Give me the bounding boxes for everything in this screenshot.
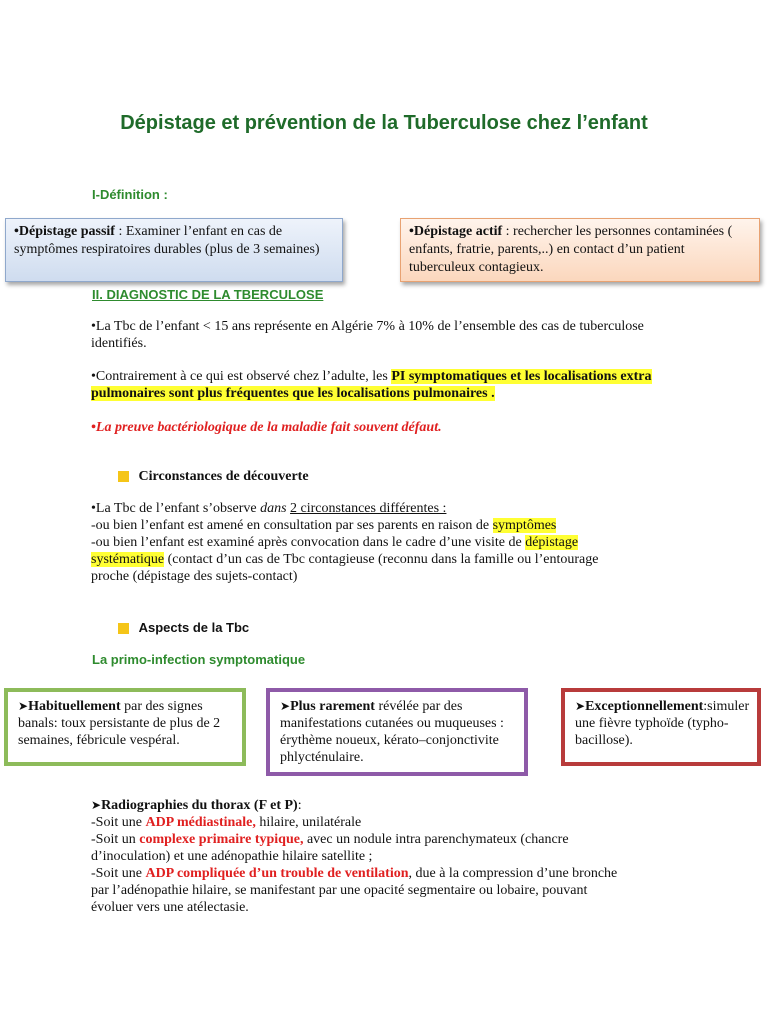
radio-line-2b: avec un nodule intra parenchymateux (chancre: [303, 832, 569, 847]
circonstances-heading: Circonstances de découverte: [138, 469, 309, 484]
aspect-box-3-text: :simuler une fièvre typhoïde (typho-bacillose).: [575, 699, 750, 748]
aspect-box-1-text: par des signes banals: toux persistante de plus de 2 semaines, fébricule vespéral.: [18, 699, 221, 748]
aspect-box-habituellement: [4, 688, 246, 766]
arrow-bullet-icon: ➤: [18, 699, 29, 713]
circ-line-1a: •La Tbc de l’enfant s’observe: [91, 501, 261, 516]
square-bullet-icon: [118, 471, 129, 482]
active-screening-text: : rechercher les personnes contaminées ( enfants, fratrie, parents,..) en contact d’un patient tuberculeux contagieux.: [409, 224, 733, 275]
diagnostic-paragraph-1: •La Tbc de l’enfant < 15 ans représente en Algérie 7% à 10% de l’ensemble des cas de tuberculose identifiés.: [91, 319, 644, 351]
radiographies-section: [91, 797, 711, 916]
radio-line-3: d’inoculation) et une adénopathie hilaire satellite ;: [91, 849, 373, 864]
aspects-heading: Aspects de la Tbc: [138, 620, 250, 635]
radio-line-6: évoluer vers une atélectasie.: [91, 900, 249, 915]
diagnostic-p2-text: •Contrairement à ce qui est observé chez l’adulte, les: [91, 369, 392, 384]
section-definition-heading: I-Définition :: [92, 187, 168, 202]
circ-line-1b: dans: [260, 501, 287, 516]
circ-line-2-highlight: symptômes: [492, 518, 557, 533]
passive-screening-label: •Dépistage passif: [14, 224, 115, 239]
passive-screening-text: : Examiner l’enfant en cas de symptômes respiratoires durables (plus de 3 semaines): [14, 224, 320, 257]
diagnostic-paragraph-2: [91, 368, 691, 402]
circ-line-4-highlight: systématique: [91, 552, 165, 567]
aspect-box-3-label: Exceptionnellement: [585, 699, 704, 714]
circ-line-4: (contact d’un cas de Tbc contagieuse (reconnu dans la famille ou l’entourage: [164, 552, 599, 567]
radio-line-1-red: ADP médiastinale,: [145, 815, 256, 830]
diagnostic-p2-highlight: PI symptomatiques et les localisations extra pulmonaires sont plus fréquentes que les localisations pulmonaires .: [91, 369, 652, 401]
passive-screening-box: [5, 218, 343, 282]
circ-line-3-highlight: dépistage: [525, 535, 579, 550]
aspect-box-plus-rarement: [266, 688, 528, 776]
radio-line-2a: -Soit un: [91, 832, 140, 847]
aspects-heading-row: [118, 620, 249, 635]
primo-infection-heading: La primo-infection symptomatique: [92, 652, 306, 667]
circonstances-heading-row: [118, 469, 309, 485]
radio-line-2-red: complexe primaire typique,: [139, 832, 304, 847]
radio-line-1a: -Soit une: [91, 815, 146, 830]
radiographies-colon: :: [297, 798, 302, 813]
radio-line-4-red: ADP compliquée d’un trouble de ventilation: [145, 866, 409, 881]
radio-line-4b: , due à la compression d’une bronche: [408, 866, 618, 881]
arrow-bullet-icon: ➤: [91, 798, 102, 812]
active-screening-label: •Dépistage actif: [409, 224, 503, 239]
page-title: Dépistage et prévention de la Tuberculose chez l’enfant: [120, 112, 648, 134]
aspect-box-2-text: révélée par des manifestations cutanées ou muqueuses : érythème noueux, kérato–conjonctivite phlycténulaire.: [280, 699, 504, 765]
radio-line-5: par l’adénopathie hilaire, se manifestant par une opacité segmentaire ou lobaire, pouvant: [91, 883, 588, 898]
section-diagnostic-heading: II. DIAGNOSTIC DE LA TBERCULOSE: [92, 287, 324, 302]
active-screening-box: [400, 218, 760, 282]
aspect-box-1-label: Habituellement: [28, 699, 121, 714]
circ-line-1d: 2 circonstances différentes :: [290, 501, 447, 516]
diagnostic-paragraph-3: •La preuve bactériologique de la maladie fait souvent défaut.: [91, 420, 442, 435]
radio-line-1b: hilaire, unilatérale: [255, 815, 362, 830]
radio-line-4a: -Soit une: [91, 866, 146, 881]
circ-line-3: -ou bien l’enfant est examiné après convocation dans le cadre d’une visite de: [91, 535, 526, 550]
aspect-box-exceptionnellement: [561, 688, 761, 766]
arrow-bullet-icon: ➤: [280, 699, 291, 713]
circ-line-5: proche (dépistage des sujets-contact): [91, 569, 298, 584]
circ-line-2: -ou bien l’enfant est amené en consultation par ses parents en raison de: [91, 518, 493, 533]
radiographies-heading: Radiographies du thorax (F et P): [101, 798, 298, 813]
arrow-bullet-icon: ➤: [575, 699, 586, 713]
aspect-box-2-label: Plus rarement: [290, 699, 375, 714]
square-bullet-icon: [118, 623, 129, 634]
circonstances-text: [91, 500, 691, 585]
